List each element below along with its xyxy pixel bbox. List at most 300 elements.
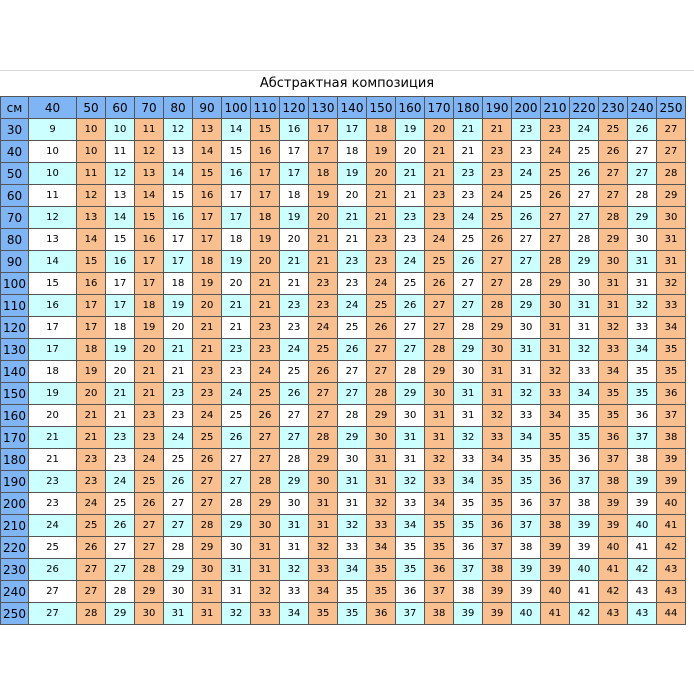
table-cell: 30 (570, 273, 599, 295)
table-cell: 39 (657, 471, 686, 493)
table-cell: 28 (657, 163, 686, 185)
table-cell: 21 (222, 317, 251, 339)
table-cell: 31 (570, 295, 599, 317)
table-cell: 26 (309, 361, 338, 383)
row-header: 80 (1, 229, 29, 251)
table-cell: 27 (222, 471, 251, 493)
table-cell: 37 (512, 515, 541, 537)
table-cell: 23 (106, 449, 135, 471)
table-cell: 20 (106, 361, 135, 383)
table-cell: 24 (280, 339, 309, 361)
column-header: 140 (338, 97, 367, 119)
table-cell: 21 (77, 427, 106, 449)
table-cell: 32 (280, 559, 309, 581)
table-cell: 26 (29, 559, 77, 581)
column-header: 160 (396, 97, 425, 119)
table-cell: 26 (193, 449, 222, 471)
table-row (1, 229, 686, 251)
table-cell: 27 (222, 449, 251, 471)
table-cell: 26 (628, 119, 657, 141)
table-cell: 25 (135, 471, 164, 493)
table-cell: 27 (541, 207, 570, 229)
table-cell: 29 (425, 361, 454, 383)
table-cell: 28 (599, 207, 628, 229)
table-cell: 21 (29, 449, 77, 471)
table-frame (0, 70, 694, 625)
table-cell: 40 (570, 559, 599, 581)
table-cell: 23 (338, 273, 367, 295)
table-cell: 26 (280, 383, 309, 405)
table-cell: 25 (309, 339, 338, 361)
table-cell: 23 (454, 185, 483, 207)
table-cell: 19 (135, 317, 164, 339)
table-cell: 17 (135, 251, 164, 273)
table-cell: 29 (396, 383, 425, 405)
table-cell: 35 (396, 559, 425, 581)
table-cell: 17 (280, 141, 309, 163)
table-cell: 28 (280, 449, 309, 471)
table-cell: 31 (483, 383, 512, 405)
table-cell: 31 (367, 449, 396, 471)
table-cell: 30 (628, 229, 657, 251)
table-cell: 17 (164, 251, 193, 273)
table-cell: 41 (570, 581, 599, 603)
table-cell: 35 (570, 427, 599, 449)
table-cell: 21 (106, 405, 135, 427)
table-cell: 28 (251, 471, 280, 493)
table-cell: 27 (454, 273, 483, 295)
table-cell: 27 (483, 273, 512, 295)
table-cell: 25 (77, 515, 106, 537)
table-cell: 21 (425, 141, 454, 163)
table-cell: 21 (309, 229, 338, 251)
table-cell: 31 (338, 493, 367, 515)
table-cell: 29 (570, 251, 599, 273)
table-cell: 36 (367, 603, 396, 625)
row-header: 160 (1, 405, 29, 427)
table-cell: 33 (280, 581, 309, 603)
table-cell: 21 (106, 383, 135, 405)
table-cell: 31 (599, 295, 628, 317)
table-cell: 29 (599, 229, 628, 251)
table-cell: 18 (367, 119, 396, 141)
table-cell: 29 (367, 405, 396, 427)
table-cell: 13 (164, 141, 193, 163)
table-cell: 27 (628, 163, 657, 185)
table-cell: 26 (425, 273, 454, 295)
table-cell: 39 (599, 493, 628, 515)
table-cell: 11 (135, 119, 164, 141)
table-cell: 28 (338, 405, 367, 427)
table-cell: 19 (338, 163, 367, 185)
table-cell: 13 (106, 185, 135, 207)
table-cell: 39 (628, 493, 657, 515)
table-cell: 23 (367, 251, 396, 273)
table-cell: 40 (628, 515, 657, 537)
table-cell: 18 (135, 295, 164, 317)
table-cell: 32 (483, 405, 512, 427)
table-cell: 31 (222, 559, 251, 581)
table-cell: 26 (77, 537, 106, 559)
table-cell: 32 (570, 339, 599, 361)
table-cell: 14 (164, 163, 193, 185)
table-cell: 35 (454, 493, 483, 515)
table-cell: 32 (541, 361, 570, 383)
row-header: 220 (1, 537, 29, 559)
table-cell: 31 (251, 559, 280, 581)
column-header: 120 (280, 97, 309, 119)
table-cell: 37 (570, 471, 599, 493)
table-cell: 17 (135, 273, 164, 295)
table-cell: 31 (512, 339, 541, 361)
table-cell: 35 (367, 559, 396, 581)
table-cell: 21 (396, 185, 425, 207)
table-cell: 30 (309, 471, 338, 493)
table-cell: 15 (193, 163, 222, 185)
table-cell: 28 (541, 251, 570, 273)
table-cell: 34 (425, 493, 454, 515)
table-cell: 30 (338, 449, 367, 471)
table-cell: 19 (280, 207, 309, 229)
table-cell: 34 (570, 383, 599, 405)
table-cell: 18 (251, 207, 280, 229)
table-cell: 16 (106, 251, 135, 273)
table-cell: 23 (512, 119, 541, 141)
table-cell: 14 (193, 141, 222, 163)
table-cell: 37 (541, 493, 570, 515)
table-cell: 23 (512, 141, 541, 163)
table-cell: 23 (338, 251, 367, 273)
table-cell: 30 (425, 383, 454, 405)
table-cell: 31 (251, 537, 280, 559)
table-cell: 21 (396, 163, 425, 185)
table-cell: 31 (425, 427, 454, 449)
table-cell: 35 (541, 449, 570, 471)
table-row (1, 603, 686, 625)
table-cell: 35 (309, 603, 338, 625)
column-header: 70 (135, 97, 164, 119)
table-cell: 33 (251, 603, 280, 625)
table-cell: 17 (309, 119, 338, 141)
table-cell: 34 (541, 405, 570, 427)
table-cell: 17 (338, 119, 367, 141)
table-cell: 15 (135, 207, 164, 229)
table-cell: 24 (396, 251, 425, 273)
table-cell: 39 (454, 603, 483, 625)
table-cell: 26 (135, 493, 164, 515)
table-cell: 24 (135, 449, 164, 471)
row-header: 150 (1, 383, 29, 405)
table-cell: 29 (483, 317, 512, 339)
table-cell: 21 (193, 317, 222, 339)
table-cell: 20 (280, 229, 309, 251)
table-row (1, 405, 686, 427)
table-cell: 29 (164, 559, 193, 581)
table-cell: 21 (309, 251, 338, 273)
table-cell: 12 (29, 207, 77, 229)
table-cell: 21 (425, 163, 454, 185)
table-cell: 41 (599, 559, 628, 581)
table-cell: 32 (309, 537, 338, 559)
table-cell: 30 (280, 493, 309, 515)
table-cell: 38 (570, 493, 599, 515)
table-cell: 33 (367, 515, 396, 537)
table-cell: 21 (251, 273, 280, 295)
table-cell: 32 (657, 273, 686, 295)
table-cell: 31 (396, 449, 425, 471)
table-cell: 25 (367, 295, 396, 317)
table-cell: 21 (135, 361, 164, 383)
table-cell: 17 (222, 185, 251, 207)
table-cell: 25 (251, 383, 280, 405)
table-cell: 26 (599, 141, 628, 163)
table-cell: 38 (454, 581, 483, 603)
table-cell: 42 (570, 603, 599, 625)
table-cell: 26 (106, 515, 135, 537)
table-row (1, 185, 686, 207)
column-header: 80 (164, 97, 193, 119)
table-cell: 25 (512, 185, 541, 207)
table-cell: 26 (512, 207, 541, 229)
table-cell: 24 (164, 427, 193, 449)
table-cell: 25 (541, 163, 570, 185)
table-cell: 31 (222, 581, 251, 603)
table-cell: 17 (29, 317, 77, 339)
table-cell: 16 (29, 295, 77, 317)
table-cell: 23 (454, 163, 483, 185)
table-cell: 32 (367, 493, 396, 515)
table-cell: 20 (77, 383, 106, 405)
table-cell: 19 (77, 361, 106, 383)
row-header: 190 (1, 471, 29, 493)
table-cell: 17 (77, 295, 106, 317)
table-cell: 39 (483, 603, 512, 625)
table-cell: 32 (599, 317, 628, 339)
table-cell: 30 (222, 537, 251, 559)
table-cell: 27 (367, 361, 396, 383)
table-cell: 24 (512, 163, 541, 185)
table-cell: 31 (541, 339, 570, 361)
table-cell: 21 (29, 427, 77, 449)
table-cell: 31 (280, 515, 309, 537)
table-row (1, 295, 686, 317)
table-cell: 24 (454, 207, 483, 229)
table-cell: 28 (309, 427, 338, 449)
table-cell: 36 (396, 581, 425, 603)
table-row (1, 559, 686, 581)
table-cell: 19 (106, 339, 135, 361)
table-cell: 17 (29, 339, 77, 361)
table-cell: 31 (396, 427, 425, 449)
table-row (1, 493, 686, 515)
table-cell: 20 (135, 339, 164, 361)
table-cell: 33 (454, 449, 483, 471)
table-cell: 18 (106, 317, 135, 339)
table-cell: 28 (222, 493, 251, 515)
table-cell: 39 (628, 471, 657, 493)
table-cell: 23 (29, 493, 77, 515)
table-cell: 35 (628, 361, 657, 383)
table-cell: 27 (396, 317, 425, 339)
table-cell: 35 (454, 515, 483, 537)
table-cell: 42 (657, 537, 686, 559)
table-cell: 14 (222, 119, 251, 141)
table-cell: 40 (599, 537, 628, 559)
table-cell: 27 (570, 185, 599, 207)
table-cell: 16 (193, 185, 222, 207)
table-cell: 31 (483, 361, 512, 383)
row-header: 50 (1, 163, 29, 185)
table-cell: 33 (483, 427, 512, 449)
table-cell: 28 (164, 537, 193, 559)
table-cell: 39 (483, 581, 512, 603)
table-cell: 24 (29, 515, 77, 537)
column-header: 130 (309, 97, 338, 119)
table-cell: 36 (541, 471, 570, 493)
table-row (1, 207, 686, 229)
table-cell: 35 (512, 471, 541, 493)
table-cell: 16 (135, 229, 164, 251)
table-cell: 33 (309, 559, 338, 581)
table-cell: 30 (251, 515, 280, 537)
table-cell: 38 (512, 537, 541, 559)
table-cell: 19 (309, 185, 338, 207)
table-cell: 36 (425, 559, 454, 581)
row-header: 40 (1, 141, 29, 163)
table-cell: 31 (512, 361, 541, 383)
table-cell: 16 (77, 273, 106, 295)
table-cell: 36 (628, 405, 657, 427)
table-cell: 23 (164, 405, 193, 427)
table-cell: 24 (251, 361, 280, 383)
table-cell: 29 (280, 471, 309, 493)
table-cell: 39 (599, 515, 628, 537)
table-cell: 39 (570, 537, 599, 559)
table-cell: 27 (280, 405, 309, 427)
table-cell: 36 (512, 493, 541, 515)
table-cell: 18 (29, 361, 77, 383)
table-cell: 26 (251, 405, 280, 427)
row-header: 100 (1, 273, 29, 295)
table-cell: 23 (280, 295, 309, 317)
table-cell: 33 (425, 471, 454, 493)
table-cell: 27 (541, 229, 570, 251)
table-cell: 24 (338, 295, 367, 317)
table-cell: 40 (512, 603, 541, 625)
table-cell: 27 (425, 317, 454, 339)
table-cell: 32 (251, 581, 280, 603)
table-cell: 26 (367, 317, 396, 339)
table-cell: 38 (483, 559, 512, 581)
table-cell: 38 (425, 603, 454, 625)
table-cell: 31 (541, 317, 570, 339)
table-cell: 39 (570, 515, 599, 537)
table-cell: 27 (193, 493, 222, 515)
table-cell: 23 (425, 185, 454, 207)
table-cell: 33 (512, 405, 541, 427)
table-cell: 33 (338, 537, 367, 559)
table-cell: 24 (367, 273, 396, 295)
table-cell: 16 (222, 163, 251, 185)
table-cell: 23 (425, 207, 454, 229)
table-cell: 31 (657, 229, 686, 251)
table-cell: 29 (338, 427, 367, 449)
table-cell: 29 (454, 339, 483, 361)
table-cell: 23 (77, 449, 106, 471)
column-header: 240 (628, 97, 657, 119)
table-cell: 24 (541, 141, 570, 163)
table-cell: 21 (135, 383, 164, 405)
table-cell: 30 (193, 559, 222, 581)
table-row (1, 119, 686, 141)
table-cell: 27 (164, 493, 193, 515)
table-cell: 31 (309, 515, 338, 537)
table-cell: 26 (541, 185, 570, 207)
table-title: Абстрактная композиция (0, 70, 694, 97)
table-cell: 39 (541, 559, 570, 581)
table-cell: 36 (483, 515, 512, 537)
table-cell: 15 (164, 185, 193, 207)
table-cell: 33 (570, 361, 599, 383)
table-cell: 12 (164, 119, 193, 141)
table-cell: 43 (599, 603, 628, 625)
table-cell: 23 (106, 427, 135, 449)
table-row (1, 361, 686, 383)
table-cell: 17 (193, 229, 222, 251)
table-cell: 32 (628, 295, 657, 317)
table-cell: 15 (29, 273, 77, 295)
table-cell: 32 (338, 515, 367, 537)
table-cell: 30 (599, 251, 628, 273)
table-cell: 32 (396, 471, 425, 493)
table-cell: 32 (454, 427, 483, 449)
table-cell: 35 (599, 405, 628, 427)
table-row (1, 251, 686, 273)
table-cell: 27 (454, 295, 483, 317)
column-header: 200 (512, 97, 541, 119)
table-cell: 23 (251, 339, 280, 361)
column-header: 230 (599, 97, 628, 119)
table-cell: 26 (338, 339, 367, 361)
table-cell: 13 (135, 163, 164, 185)
table-cell: 15 (251, 119, 280, 141)
row-header: 120 (1, 317, 29, 339)
table-cell: 30 (541, 295, 570, 317)
table-cell: 29 (309, 449, 338, 471)
table-cell: 20 (367, 163, 396, 185)
table-cell: 36 (570, 449, 599, 471)
table-cell: 21 (454, 119, 483, 141)
table-cell: 28 (367, 383, 396, 405)
table-cell: 13 (29, 229, 77, 251)
table-cell: 14 (106, 207, 135, 229)
table-cell: 25 (222, 405, 251, 427)
row-header: 210 (1, 515, 29, 537)
table-cell: 27 (309, 383, 338, 405)
table-cell: 20 (338, 185, 367, 207)
table-cell: 21 (222, 295, 251, 317)
table-cell: 23 (309, 273, 338, 295)
table-cell: 43 (628, 581, 657, 603)
column-header: 170 (425, 97, 454, 119)
table-cell: 23 (77, 471, 106, 493)
table-cell: 34 (483, 449, 512, 471)
table-cell: 35 (483, 493, 512, 515)
table-cell: 10 (29, 141, 77, 163)
table-cell: 27 (396, 339, 425, 361)
table-cell: 29 (657, 185, 686, 207)
row-header: 250 (1, 603, 29, 625)
